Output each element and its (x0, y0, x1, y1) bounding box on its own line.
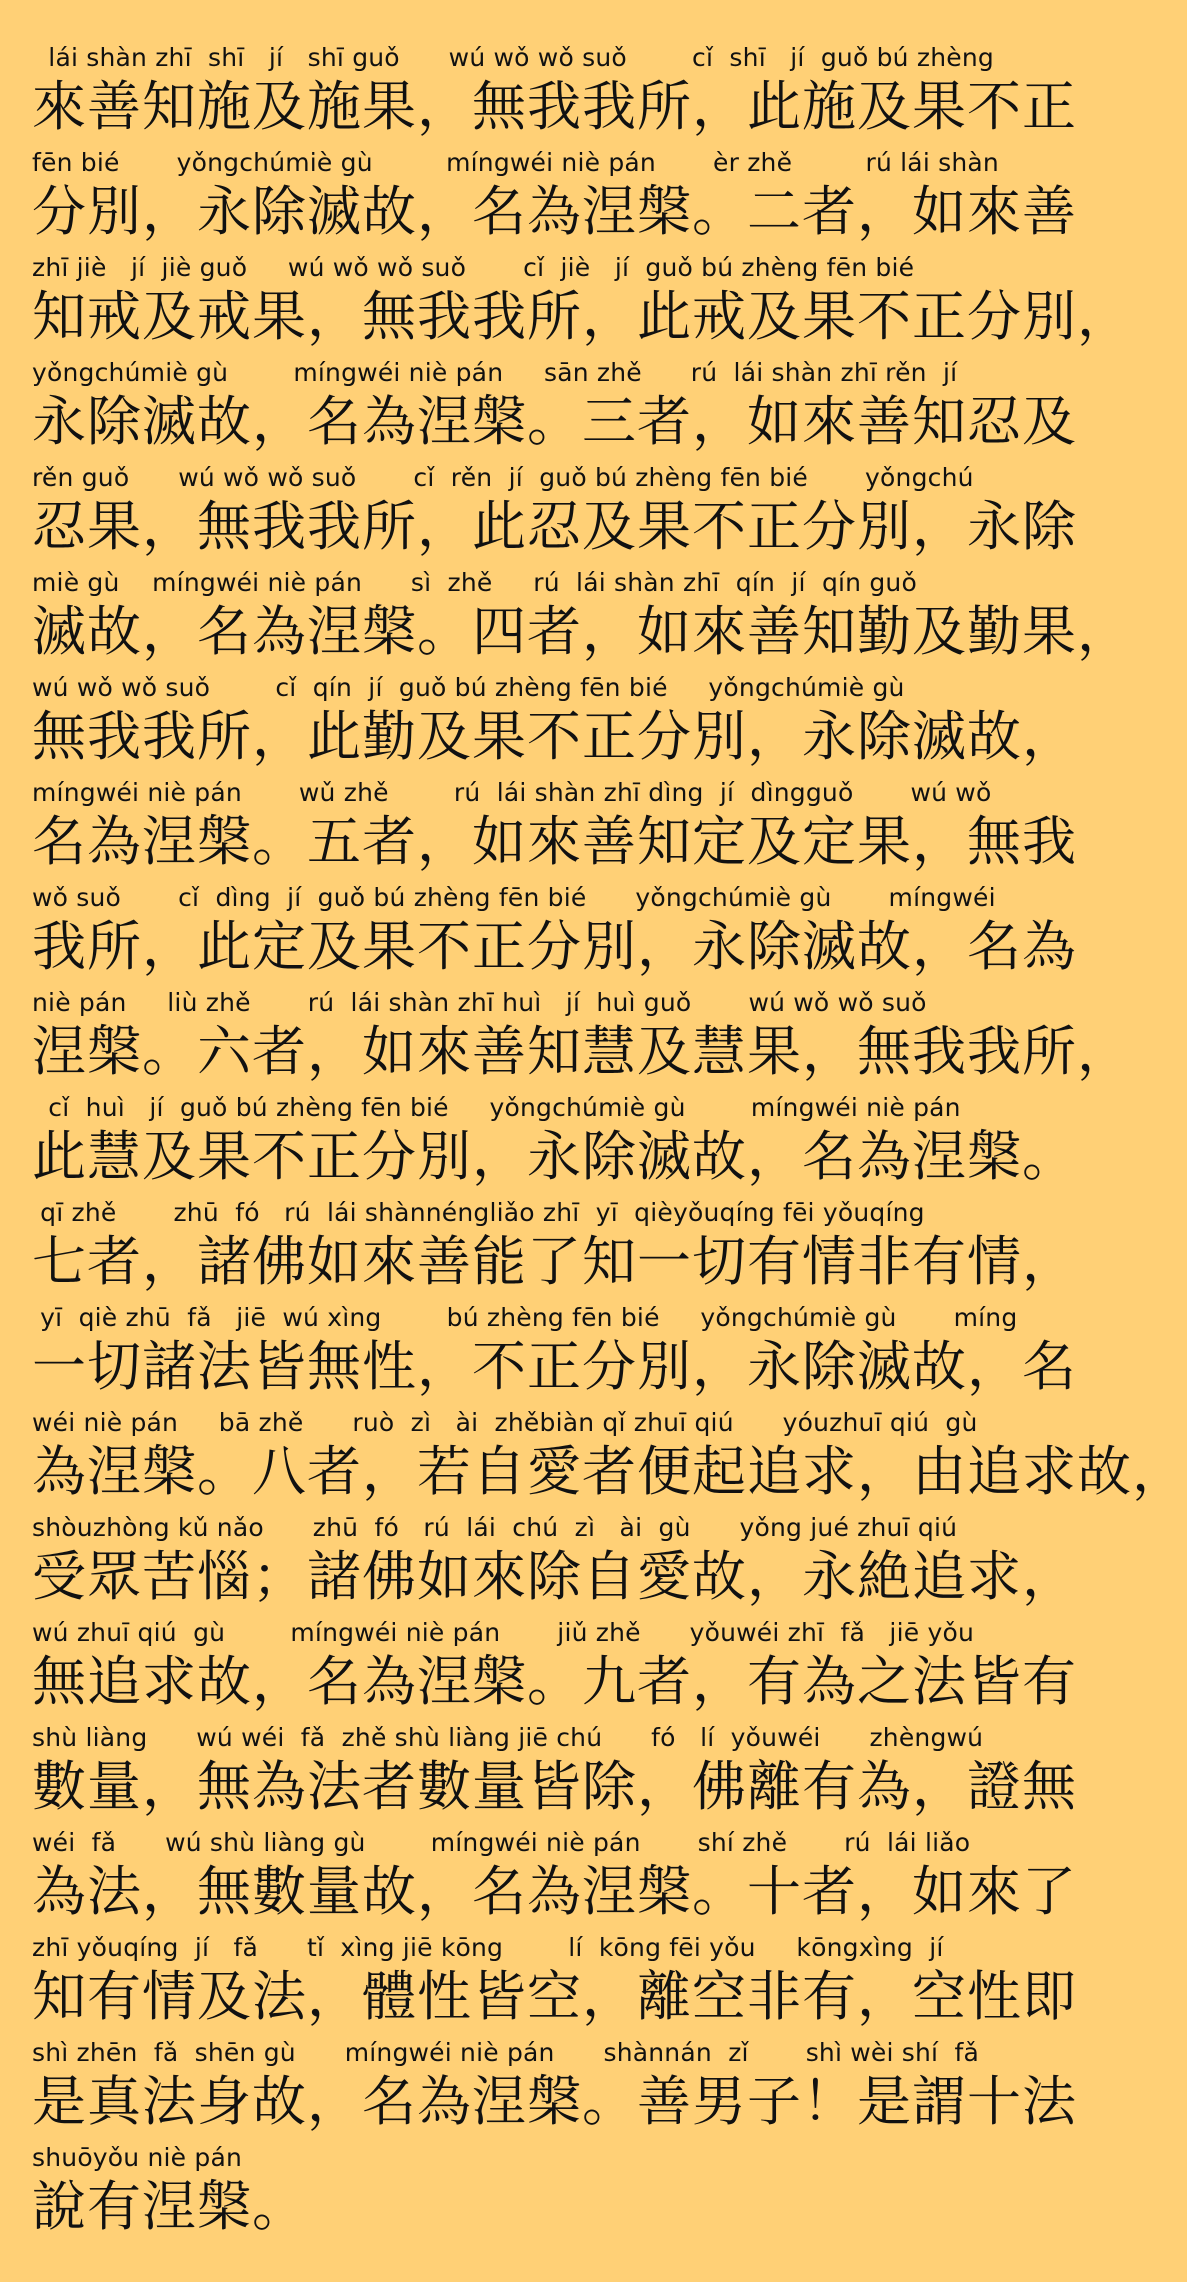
pinyin-annotation: wǒ suǒ cǐ dìng jí guǒ bú zhèng fēn bié yǒngchúmiè gù míngwéi (32, 883, 996, 912)
pinyin-annotation: qī zhě zhū fó rú lái shànnéngliǎo zhī yī qièyǒuqíng fēi yǒuqíng (32, 1198, 925, 1227)
chinese-text: 分別，永除滅故，名為涅槃。二者，如來善 (32, 180, 1077, 243)
text-line (32, 2035, 1077, 2140)
chinese-text: 我所，此定及果不正分別，永除滅故，名為 (32, 915, 1077, 978)
pinyin-annotation: shù liàng wú wéi fǎ zhě shù liàng jiē chú fó lí yǒuwéi zhèngwú (32, 1723, 984, 1752)
chinese-text: 無我我所，此勤及果不正分別，永除滅故， (32, 705, 1077, 768)
pinyin-annotation: wéi niè pán bā zhě ruò zì ài zhěbiàn qǐ zhuī qiú yóuzhuī qiú gù (32, 1408, 978, 1437)
pinyin-annotation: yī qiè zhū fǎ jiē wú xìng bú zhèng fēn bié yǒngchúmiè gù míng (32, 1303, 1018, 1332)
text-line (32, 460, 1077, 565)
text-line (32, 250, 1132, 355)
text-line (32, 1195, 1077, 1300)
chinese-text: 來善知施及施果，無我我所，此施及果不正 (32, 75, 1077, 138)
pinyin-annotation: miè gù míngwéi niè pán sì zhě rú lái shàn zhī qín jí qín guǒ (32, 568, 917, 597)
text-line (32, 1090, 1077, 1195)
pinyin-annotation: wú wǒ wǒ suǒ cǐ qín jí guǒ bú zhèng fēn bié yǒngchúmiè gù (32, 673, 905, 702)
text-line (32, 985, 1132, 1090)
text-line (32, 1930, 1077, 2035)
text-line (32, 1825, 1077, 1930)
chinese-text: 數量，無為法者數量皆除，佛離有為，證無 (32, 1755, 1077, 1818)
chinese-text: 名為涅槃。五者，如來善知定及定果，無我 (32, 810, 1077, 873)
text-line (32, 670, 1077, 775)
pinyin-annotation: shòuzhòng kǔ nǎo zhū fó rú lái chú zì ài gù yǒng jué zhuī qiú (32, 1513, 958, 1542)
chinese-text: 滅故，名為涅槃。四者，如來善知勤及勤果， (32, 600, 1132, 663)
text-line (32, 1615, 1077, 1720)
pinyin-annotation: yǒngchúmiè gù míngwéi niè pán sān zhě rú lái shàn zhī rěn jí (32, 358, 958, 387)
pinyin-annotation: lái shàn zhī shī jí shī guǒ wú wǒ wǒ suǒ cǐ shī jí guǒ bú zhèng (32, 43, 994, 72)
pinyin-annotation: zhī yǒuqíng jí fǎ tǐ xìng jiē kōng lí kōng fēi yǒu kōngxìng jí (32, 1933, 944, 1962)
text-line (32, 2140, 1052, 2245)
chinese-text: 知有情及法，體性皆空，離空非有，空性即 (32, 1965, 1077, 2028)
text-line (32, 145, 1077, 250)
chinese-text: 此慧及果不正分別，永除滅故，名為涅槃。 (32, 1125, 1077, 1188)
chinese-text: 為涅槃。八者，若自愛者便起追求，由追求故， (32, 1440, 1187, 1503)
text-line (32, 880, 1077, 985)
pinyin-annotation: zhī jiè jí jiè guǒ wú wǒ wǒ suǒ cǐ jiè jí guǒ bú zhèng fēn bié (32, 253, 915, 282)
chinese-text: 永除滅故，名為涅槃。三者，如來善知忍及 (32, 390, 1077, 453)
pinyin-annotation: cǐ huì jí guǒ bú zhèng fēn bié yǒngchúmiè gù míngwéi niè pán (32, 1093, 961, 1122)
text-line (32, 40, 1077, 145)
text-line (32, 775, 1077, 880)
chinese-text: 無追求故，名為涅槃。九者，有為之法皆有 (32, 1650, 1077, 1713)
pinyin-annotation: niè pán liù zhě rú lái shàn zhī huì jí huì guǒ wú wǒ wǒ suǒ (32, 988, 927, 1017)
chinese-text: 說有涅槃。 (32, 2175, 307, 2238)
pinyin-annotation: shì zhēn fǎ shēn gù míngwéi niè pán shànnán zǐ shì wèi shí fǎ (32, 2038, 980, 2067)
pinyin-annotation: míngwéi niè pán wǔ zhě rú lái shàn zhī dìng jí dìngguǒ wú wǒ (32, 778, 992, 807)
text-line (32, 1405, 1187, 1510)
pinyin-annotation: fēn bié yǒngchúmiè gù míngwéi niè pán èr zhě rú lái shàn (32, 148, 999, 177)
chinese-text: 涅槃。六者，如來善知慧及慧果，無我我所， (32, 1020, 1132, 1083)
pinyin-annotation: rěn guǒ wú wǒ wǒ suǒ cǐ rěn jí guǒ bú zhèng fēn bié yǒngchú (32, 463, 974, 492)
text-line (32, 1720, 1077, 1825)
chinese-text: 為法，無數量故，名為涅槃。十者，如來了 (32, 1860, 1077, 1923)
pinyin-annotation: wéi fǎ wú shù liàng gù míngwéi niè pán shí zhě rú lái liǎo (32, 1828, 971, 1857)
pinyin-annotation: wú zhuī qiú gù míngwéi niè pán jiǔ zhě yǒuwéi zhī fǎ jiē yǒu (32, 1618, 974, 1647)
text-line (32, 1510, 1077, 1615)
chinese-text: 忍果，無我我所，此忍及果不正分別，永除 (32, 495, 1077, 558)
text-line (32, 565, 1132, 670)
text-line (32, 355, 1077, 460)
chinese-text: 受眾苦惱；諸佛如來除自愛故，永絶追求， (32, 1545, 1077, 1608)
chinese-text: 一切諸法皆無性，不正分別，永除滅故，名 (32, 1335, 1077, 1398)
chinese-text: 知戒及戒果，無我我所，此戒及果不正分別， (32, 285, 1132, 348)
chinese-text: 是真法身故，名為涅槃。善男子！是謂十法 (32, 2070, 1077, 2133)
chinese-text: 七者，諸佛如來善能了知一切有情非有情， (32, 1230, 1077, 1293)
text-line (32, 1300, 1077, 1405)
pinyin-annotation: shuōyǒu niè pán (32, 2143, 243, 2172)
